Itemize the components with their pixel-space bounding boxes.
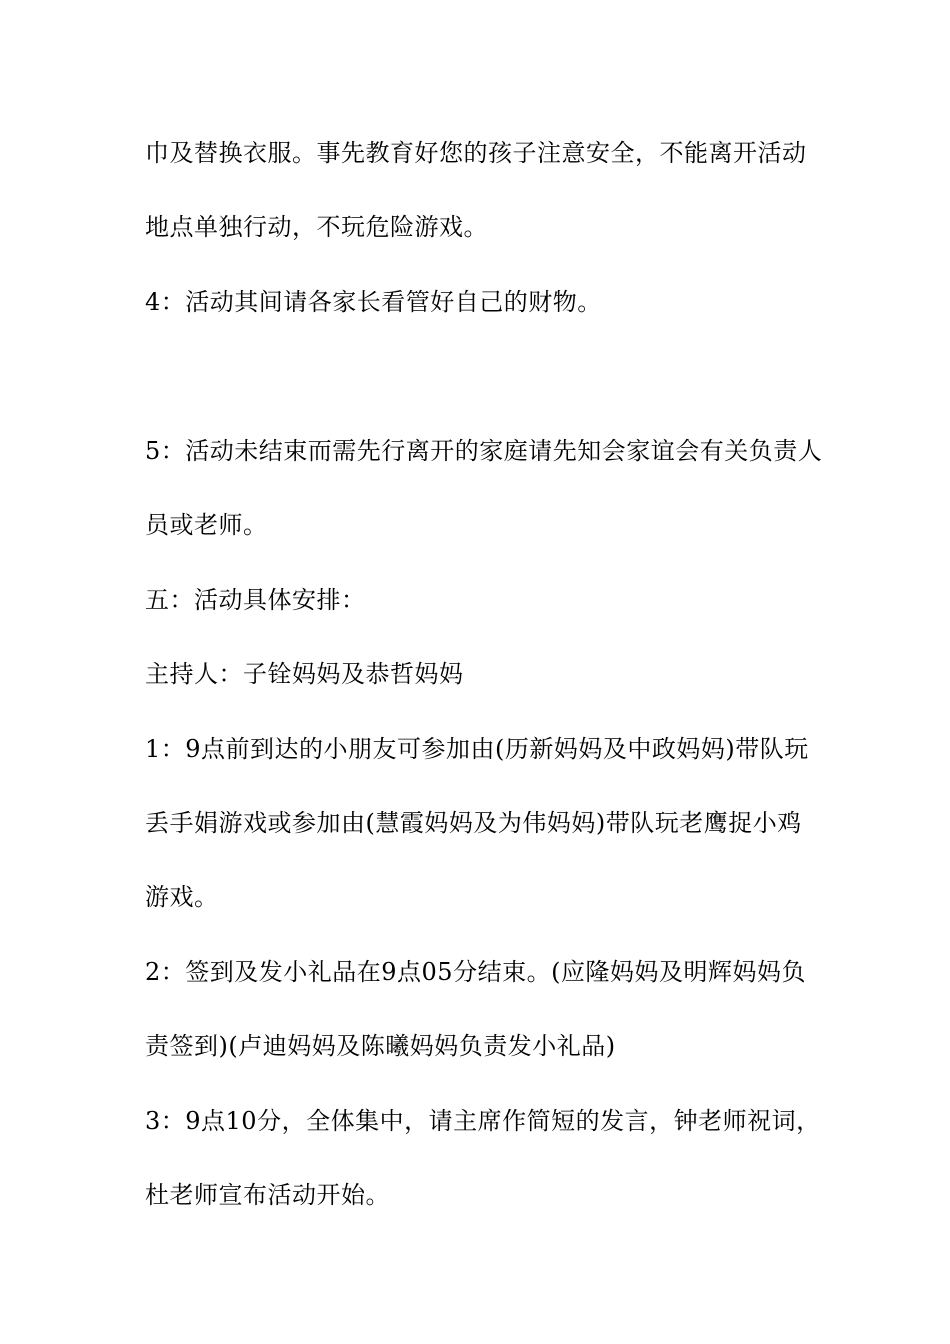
- text-line-notice-continued: 巾及替换衣服。事先教育好您的孩子注意安全，不能离开活动: [145, 139, 807, 167]
- text-line-schedule-3: 3：9点10分，全体集中，请主席作简短的发言，钟老师祝词，: [145, 1107, 821, 1135]
- text-line-item-4: 4：活动其间请各家长看管好自己的财物。: [145, 288, 602, 316]
- text-line-item-5-end: 员或老师。: [145, 511, 268, 539]
- text-line-schedule-2-end: 责签到)(卢迪妈妈及陈曦妈妈负责发小礼品): [145, 1032, 616, 1060]
- text-line-host: 主持人：子铨妈妈及恭哲妈妈: [145, 660, 464, 688]
- text-line-notice-end: 地点单独行动，不玩危险游戏。: [145, 213, 488, 241]
- text-line-schedule-1-cont: 丢手娟游戏或参加由(慧霞妈妈及为伟妈妈)带队玩老鹰捉小鸡: [145, 809, 802, 837]
- section-heading-schedule: 五：活动具体安排：: [145, 586, 366, 614]
- text-line-schedule-3-end: 杜老师宣布活动开始。: [145, 1181, 390, 1209]
- text-line-schedule-2: 2：签到及发小礼品在9点05分结束。(应隆妈妈及明辉妈妈负: [145, 958, 806, 986]
- text-line-item-5: 5：活动未结束而需先行离开的家庭请先知会家谊会有关负责人: [145, 437, 823, 465]
- text-line-schedule-1-end: 游戏。: [145, 883, 219, 911]
- text-line-schedule-1: 1：9点前到达的小朋友可参加由(历新妈妈及中政妈妈)带队玩: [145, 735, 809, 763]
